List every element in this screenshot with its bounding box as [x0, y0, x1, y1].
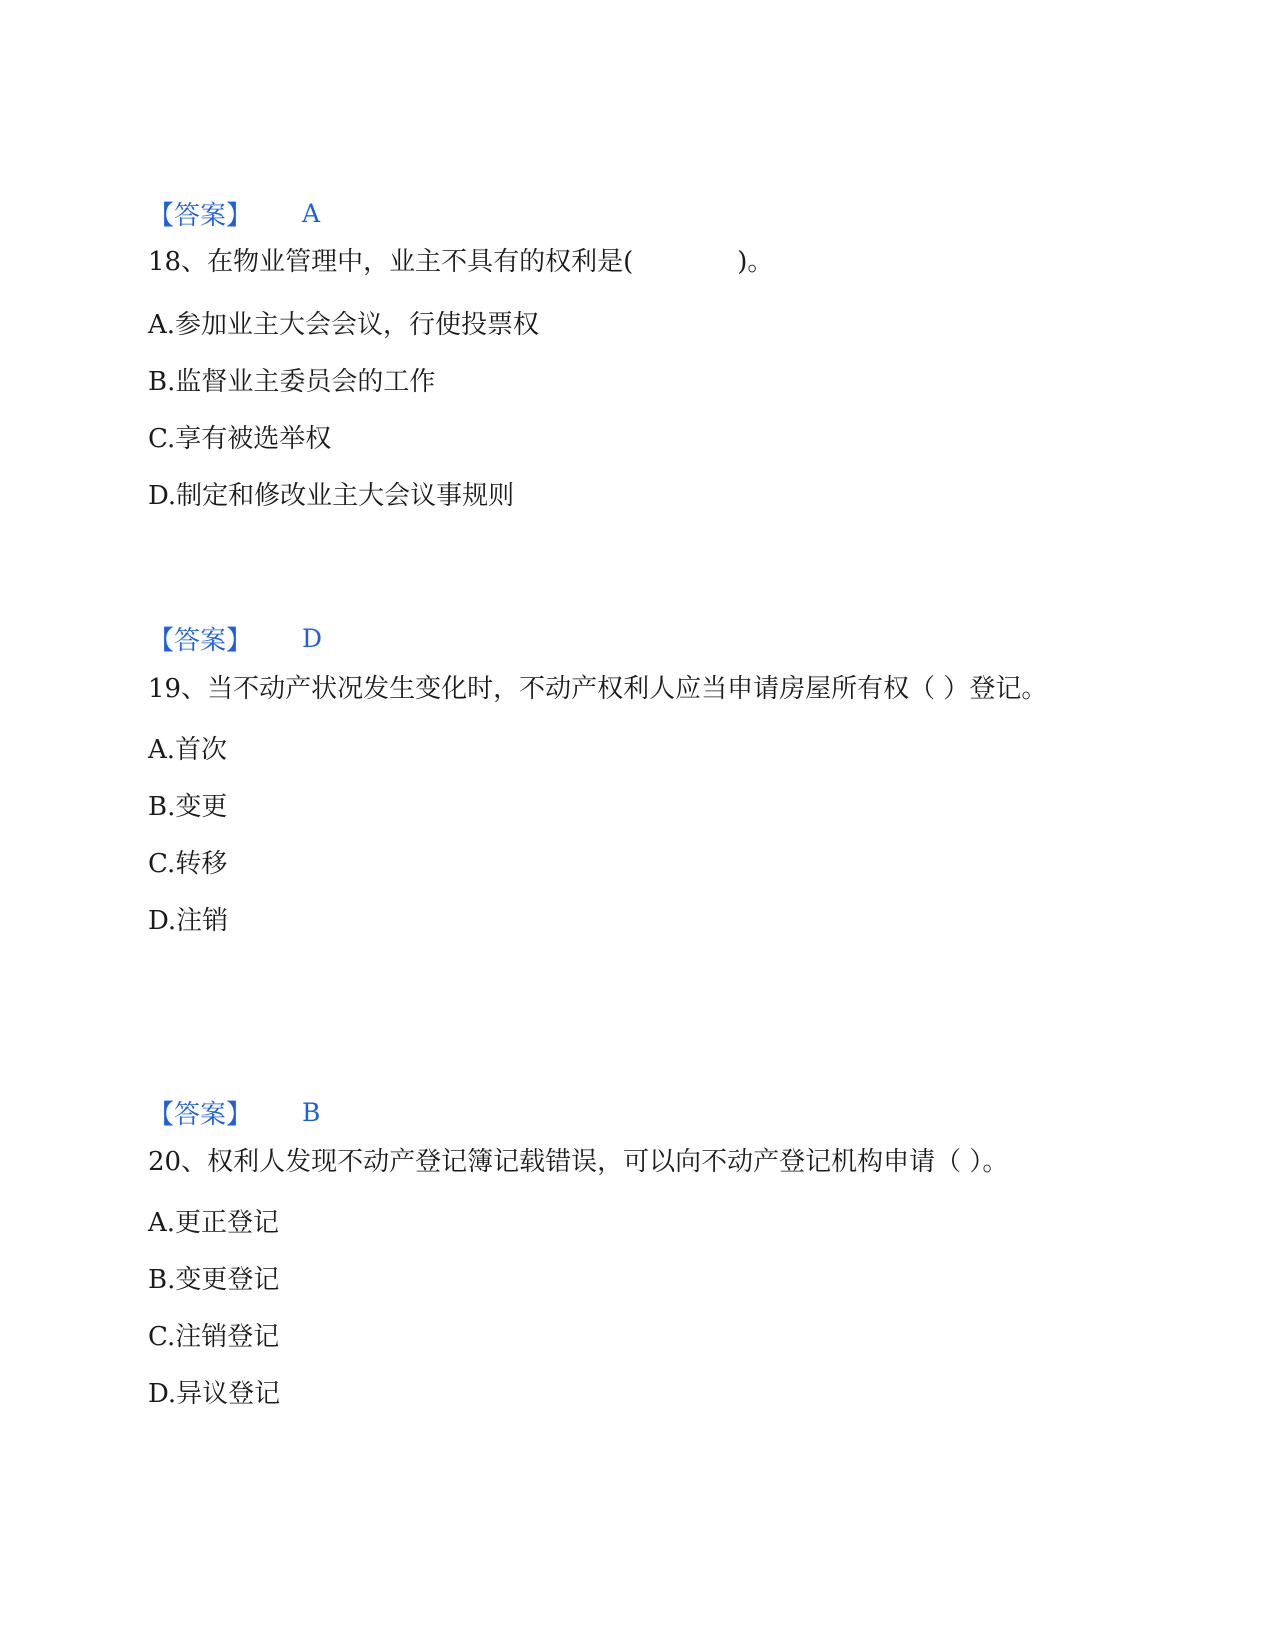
option-a: A.更正登记: [148, 1208, 280, 1238]
question-18: [148, 243, 1098, 525]
answer-line: [148, 1095, 320, 1129]
option-a: A.参加业主大会会议，行使投票权: [148, 310, 540, 340]
options-list: [148, 1195, 1098, 1423]
question-stem: 20、权利人发现不动产登记簿记载错误，可以向不动产登记机构申请（ ）。: [148, 1147, 1009, 1177]
answer-label: 【答案】: [148, 1099, 253, 1130]
answer-line: [148, 196, 320, 230]
answer-value: A: [302, 198, 321, 228]
option-d: D.异议登记: [148, 1379, 281, 1409]
option-b: B.变更登记: [148, 1265, 280, 1295]
option-d: D.注销: [148, 906, 229, 936]
option-b: B.监督业主委员会的工作: [148, 367, 436, 397]
option-d: D.制定和修改业主大会议事规则: [148, 481, 515, 511]
question-stem: 18、在物业管理中，业主不具有的权利是( )。: [148, 247, 774, 277]
option-c: C.转移: [148, 849, 228, 879]
option-b: B.变更: [148, 792, 228, 822]
answer-value: B: [302, 1097, 321, 1127]
options-list: [148, 722, 1098, 950]
options-list: [148, 297, 1098, 525]
answer-value: D: [302, 623, 323, 653]
question-20: [148, 1143, 1098, 1423]
option-c: C.享有被选举权: [148, 424, 332, 454]
question-stem: 19、当不动产状况发生变化时，不动产权利人应当申请房屋所有权（ ）登记。: [148, 674, 1048, 704]
answer-label: 【答案】: [148, 200, 253, 231]
question-19: [148, 670, 1098, 950]
option-c: C.注销登记: [148, 1322, 280, 1352]
answer-line: [148, 621, 322, 655]
answer-label: 【答案】: [148, 625, 253, 656]
option-a: A.首次: [148, 735, 228, 765]
